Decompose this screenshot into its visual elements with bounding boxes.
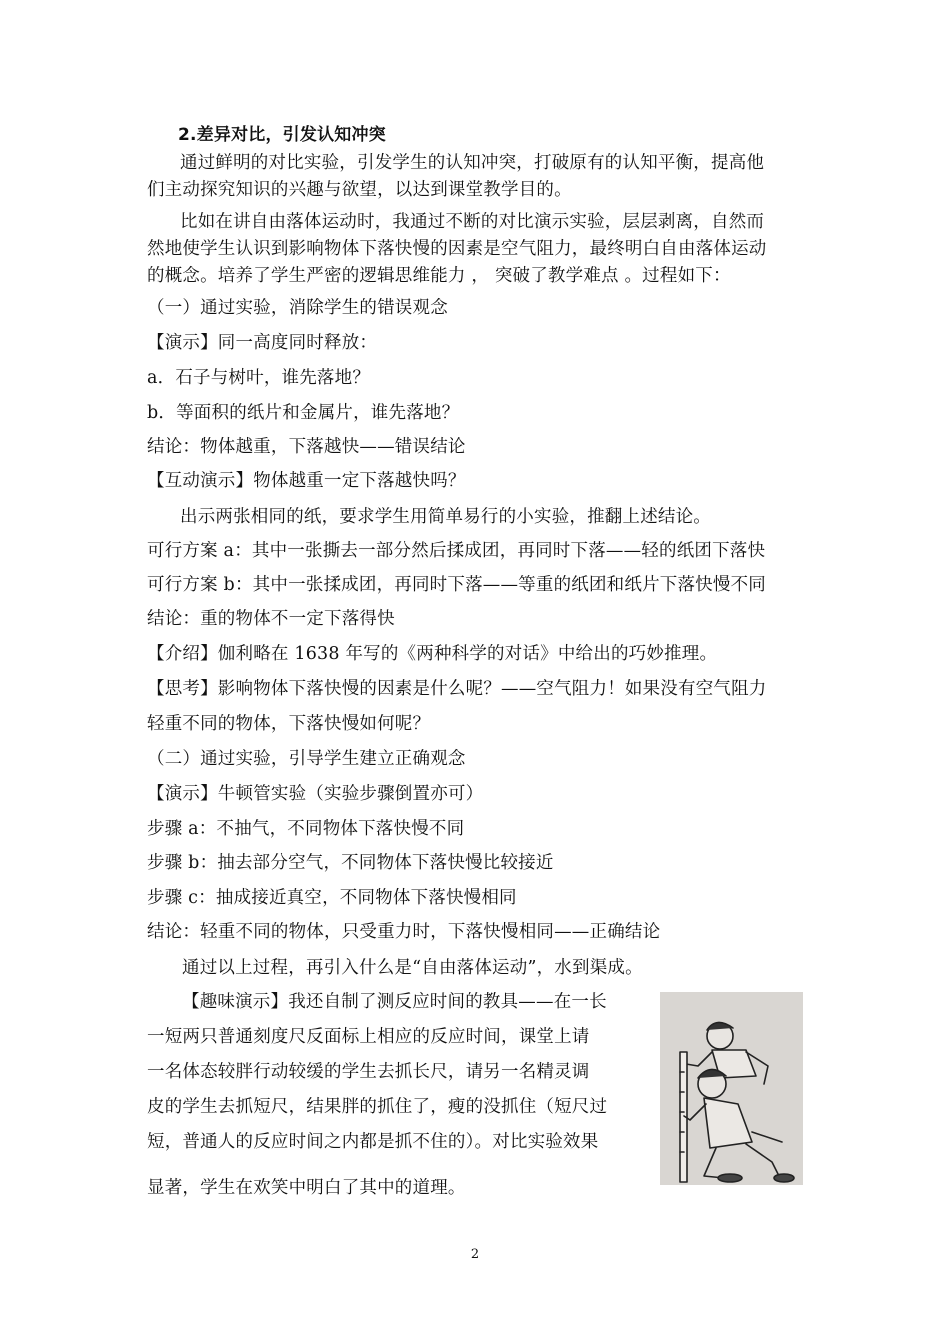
list-item: 可行方案 b：其中一张揉成团，再同时下落——等重的纸团和纸片下落快慢不同 — [147, 575, 766, 595]
conclusion-line: 结论：轻重不同的物体，只受重力时，下落快慢相同——正确结论 — [147, 922, 661, 942]
list-item: 步骤 c：抽成接近真空，不同物体下落快慢相同 — [147, 888, 517, 908]
demo-label: 【演示】同一高度同时释放： — [147, 333, 378, 353]
paragraph-line: 一短两只普通刻度尺反面标上相应的反应时间，课堂上请 — [147, 1027, 590, 1047]
paragraph-line: 【思考】影响物体下落快慢的因素是什么呢？——空气阻力！如果没有空气阻力 — [147, 679, 767, 699]
list-item: b．等面积的纸片和金属片，谁先落地？ — [147, 403, 460, 423]
paragraph-line: 皮的学生去抓短尺，结果胖的抓住了，瘦的没抓住（短尺过 — [147, 1097, 608, 1117]
paragraph-line: 一名体态较胖行动较缓的学生去抓长尺，请另一名精灵调 — [147, 1062, 590, 1082]
page-number: 2 — [470, 1247, 480, 1262]
conclusion-line: 结论：物体越重，下落越快——错误结论 — [147, 437, 466, 457]
paragraph-line: 出示两张相同的纸，要求学生用简单易行的小实验，推翻上述结论。 — [180, 507, 711, 527]
paragraph-line: 【趣味演示】我还自制了测反应时间的教具——在一长 — [182, 992, 607, 1012]
paragraph-line: 通过鲜明的对比实验，引发学生的认知冲突，打破原有的认知平衡，提高他 — [180, 153, 765, 173]
paragraph-line: 比如在讲自由落体运动时，我通过不断的对比演示实验，层层剥离，自然而 — [180, 212, 765, 232]
paragraph-line: 轻重不同的物体，下落快慢如何呢？ — [147, 714, 431, 734]
list-item: 步骤 a：不抽气，不同物体下落快慢不同 — [147, 819, 465, 839]
list-item: 步骤 b：抽去部分空气，不同物体下落快慢比较接近 — [147, 853, 554, 873]
paragraph-line: 的概念。培养了学生严密的逻辑思维能力 ， 突破了教学难点 。过程如下： — [147, 266, 731, 286]
demo-label: 【互动演示】物体越重一定下落越快吗？ — [147, 471, 466, 491]
paragraph-line: 然地使学生认识到影响物体下落快慢的因素是空气阻力，最终明白自由落体运动 — [147, 239, 767, 259]
paragraph-line: 短，普通人的反应时间之内都是抓不住的）。对比实验效果 — [147, 1132, 599, 1152]
list-item: a．石子与树叶，谁先落地？ — [147, 368, 371, 388]
conclusion-line: 结论：重的物体不一定下落得快 — [147, 609, 395, 629]
subsection-title: （一）通过实验，消除学生的错误观念 — [147, 298, 448, 318]
section-heading: 2.差异对比，引发认知冲突 — [178, 125, 386, 145]
paragraph-line: 们主动探究知识的兴趣与欲望，以达到课堂教学目的。 — [147, 180, 572, 200]
reaction-time-illustration — [660, 992, 803, 1185]
subsection-title: （二）通过实验，引导学生建立正确观念 — [147, 749, 466, 769]
list-item: 可行方案 a：其中一张撕去一部分然后揉成团，再同时下落——轻的纸团下落快 — [147, 541, 766, 561]
paragraph-line: 【介绍】伽利略在 1638 年写的《两种科学的对话》中给出的巧妙推理。 — [147, 644, 718, 664]
paragraph-line: 显著，学生在欢笑中明白了其中的道理。 — [147, 1178, 466, 1198]
paragraph-line: 通过以上过程，再引入什么是“自由落体运动”，水到渠成。 — [182, 958, 643, 978]
demo-label: 【演示】牛顿管实验（实验步骤倒置亦可） — [147, 784, 484, 804]
